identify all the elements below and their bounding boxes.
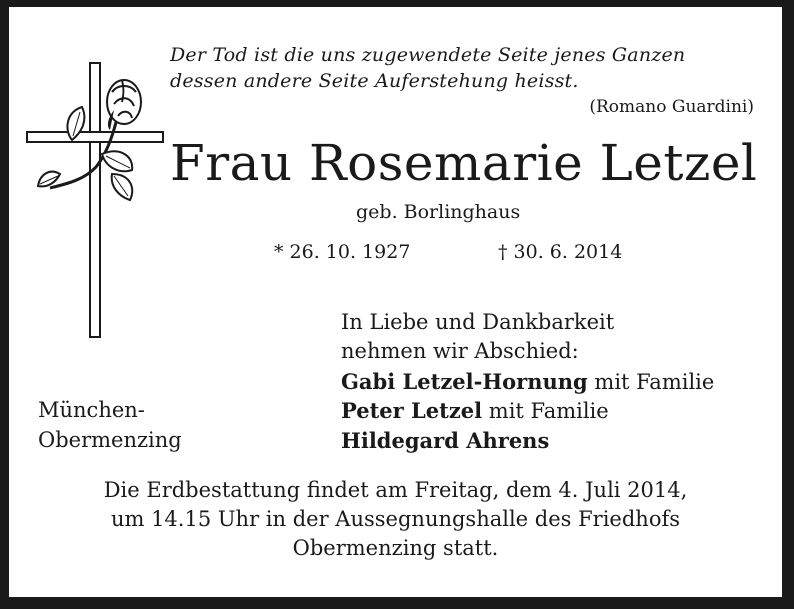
mourner-2-suffix: mit Familie — [482, 399, 609, 423]
mourner-3-name: Hildegard Ahrens — [341, 428, 550, 453]
deceased-name: Frau Rosemarie Letzel — [170, 134, 758, 192]
quote-line-1: Der Tod ist die uns zugewendete Seite jenes Ganzen — [170, 44, 686, 66]
farewell-line-2: nehmen wir Abschied: — [341, 339, 579, 363]
death-date: † 30. 6. 2014 — [498, 241, 623, 263]
mourner-1-name: Gabi Letzel-Hornung — [341, 369, 588, 394]
mourner-1-suffix: mit Familie — [587, 370, 715, 394]
quote-line-2: dessen andere Seite Auferstehung heisst. — [170, 70, 579, 92]
funeral-line-3: Obermenzing statt. — [292, 536, 499, 560]
birth-date: * 26. 10. 1927 — [274, 241, 411, 263]
mourner-2 — [341, 398, 609, 423]
funeral-line-1: Die Erdbestattung findet am Freitag, dem 4. Juli 2014, — [103, 478, 688, 502]
funeral-line-2: um 14.15 Uhr in der Aussegnungshalle des Friedhofs — [110, 507, 681, 531]
mourner-1 — [341, 369, 714, 394]
place-line-2: Obermenzing — [38, 428, 182, 452]
birth-name: geb. Borlinghaus — [356, 201, 521, 223]
mourner-2-name: Peter Letzel — [341, 398, 483, 423]
cross-with-rose-icon — [26, 62, 166, 340]
place-line-1: München- — [38, 398, 145, 422]
mourner-3 — [341, 428, 549, 453]
farewell-line-1: In Liebe und Dankbarkeit — [341, 310, 615, 334]
quote-source: (Romano Guardini) — [589, 97, 754, 117]
